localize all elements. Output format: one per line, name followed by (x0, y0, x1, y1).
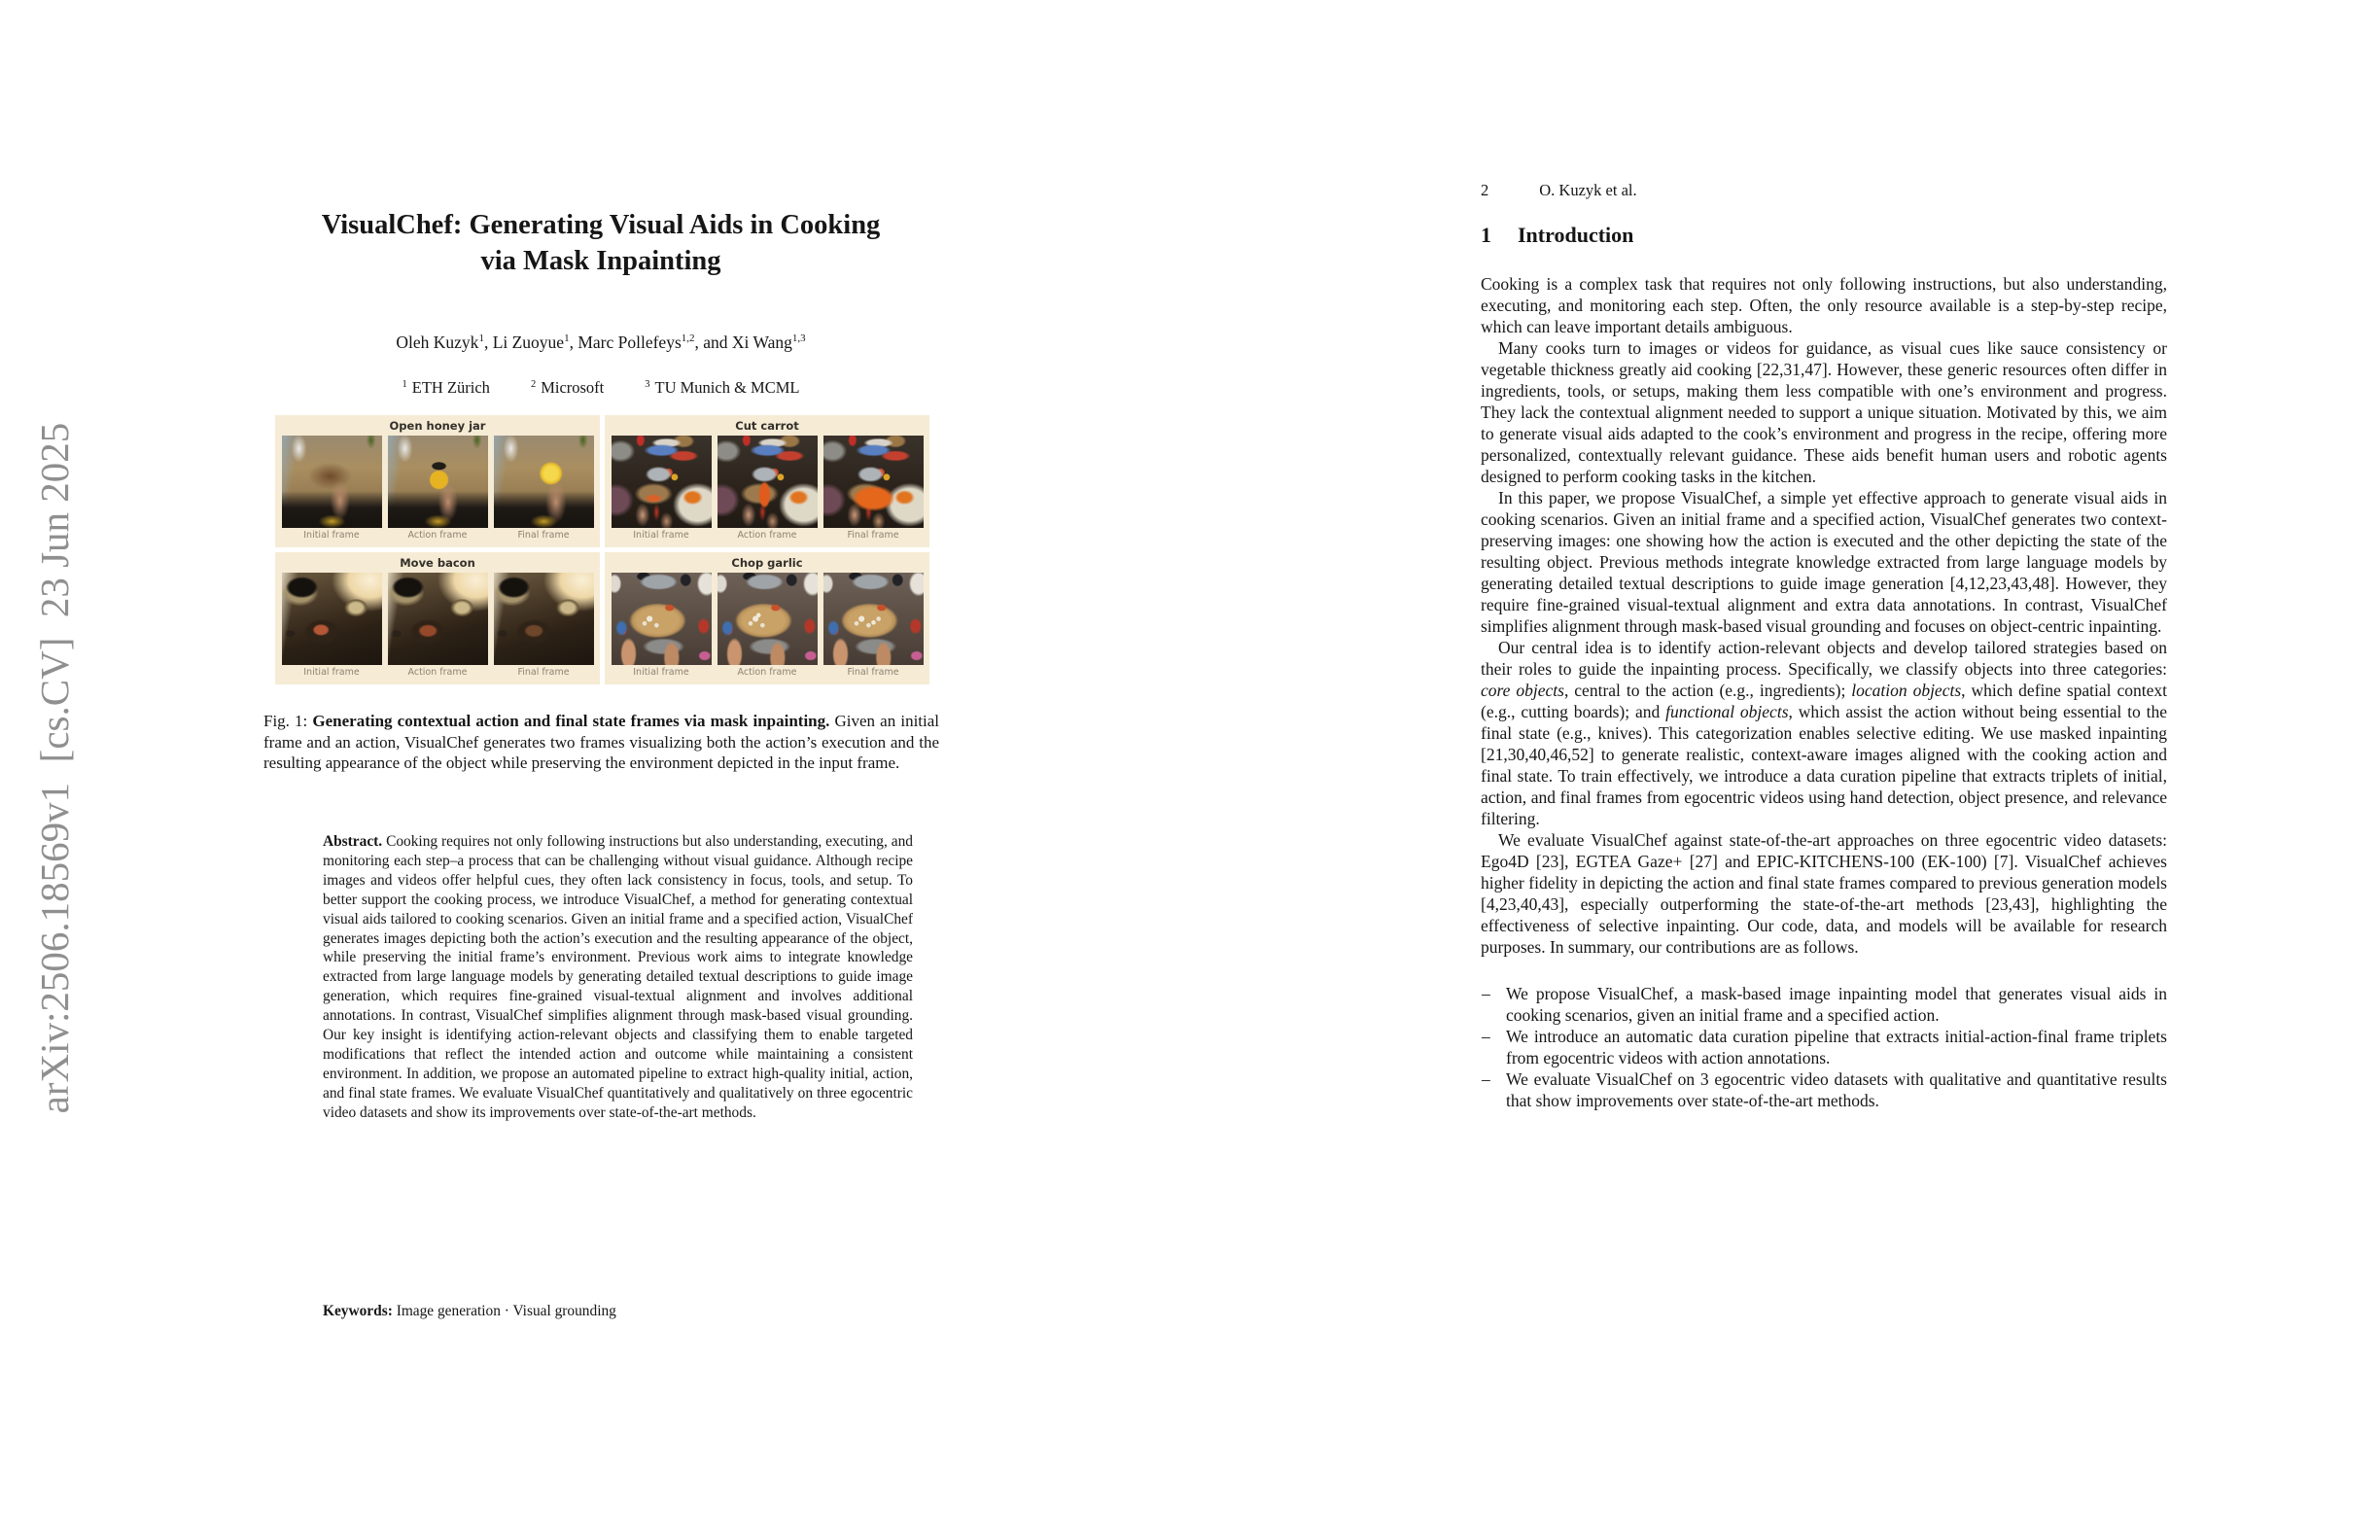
author-affil-sup: 1,2 (681, 332, 695, 345)
figure-1 (275, 415, 929, 684)
author-name: Oleh Kuzyk (396, 332, 479, 352)
figure-caption-text: Given an initial frame and an action, VisualChef generates two frames visualizing both the action’s execution and the resulting appearance of the object while preserving the environment depicted in the input frame. (263, 712, 940, 773)
term-core-objects: core objects (1481, 681, 1564, 700)
page-number: 2 (1481, 181, 1489, 199)
photo-final-frame (494, 573, 594, 665)
arxiv-watermark: arXiv:2506.18569v1 [cs.CV] 23 Jun 2025 (32, 422, 77, 1114)
photo-initial-frame (282, 573, 382, 665)
abstract-text: Cooking requires not only following instructions but also understanding, executing, and monitoring each step–a process that can be challenging without visual guidance. Although recipe images and videos offer helpful cues, they often lack consistency in focus, tools, and setup. To better support the cooking process, we introduce VisualChef, a method for generating contextual visual aids tailored to cooking scenarios. Given an initial frame and a specified action, VisualChef generates images depicting both the action’s execution and the resulting appearance of the object, while preserving the initial frame’s environment. Previous work aims to integrate knowledge extracted from large language models by generating detailed textual descriptions to guide image generation, which requires fine-grained visual-textual alignment and involves additional annotations. In contrast, VisualChef simplifies alignment through mask-based visual grounding. Our key insight is identifying action-relevant objects and classifying them to enable targeted modifications that reflect the intended action and outcome while maintaining a consistent environment. In addition, we propose an automated pipeline to extract high-quality initial, action, and final state frames. We evaluate VisualChef quantitatively and qualitatively on three egocentric video datasets and show its improvements over state-of-the-art methods. (323, 833, 913, 1121)
frame-label: Final frame (517, 667, 570, 678)
author-name: Li Zuoyue (492, 332, 565, 352)
running-header (1481, 181, 2167, 200)
abstract-label: Abstract. (323, 833, 383, 850)
author (578, 332, 732, 352)
author-separator: , (483, 332, 493, 352)
frame-label: Final frame (517, 530, 570, 541)
paragraph: We evaluate VisualChef against state-of-the-art approaches on three egocentric video datasets: Ego4D [23], EGTEA Gaze+ [27] and EPIC-KITCHENS-100 (EK-100) [7]. VisualChef achieves higher fidelity in depicting the action and final state frames compared to previous generation models [4,23,40,43], especially outperforming the state-of-the-art methods [23,43], highlighting the effectiveness of selective inpainting. Our code, data, and models will be available for research purposes. In summary, our contributions are as follows. (1481, 830, 2167, 957)
term-functional-objects: functional objects (1665, 702, 1789, 721)
affiliation: $^2$ Microsoft (530, 378, 605, 397)
frame-label: Initial frame (303, 530, 360, 541)
figure-panel-cut-carrot (605, 415, 929, 547)
photo-final-frame (823, 436, 924, 528)
affiliation: $^1$ ETH Zürich (402, 378, 490, 397)
paper-title (262, 207, 939, 279)
affiliation: $^3$ TU Munich & MCML (645, 378, 800, 397)
photo-initial-frame (612, 436, 712, 528)
frame-label: Final frame (847, 667, 899, 678)
author (732, 332, 806, 352)
figure-caption-label: Fig. 1: (263, 712, 308, 730)
frame-label: Action frame (407, 667, 468, 678)
keywords-text: Image generation · Visual grounding (396, 1303, 616, 1319)
panel-title: Chop garlic (731, 556, 803, 570)
list-item: – We evaluate VisualChef on 3 egocentric video datasets with qualitative and quantitative results that show improvements over state-of-the-art methods. (1482, 1069, 2167, 1110)
paper-title-line2: via Mask Inpainting (480, 246, 721, 276)
panel-title: Cut carrot (735, 419, 799, 433)
author-line (262, 332, 939, 353)
section-number: 1 (1481, 223, 1491, 247)
paragraph: Cooking is a complex task that requires not only following instructions, but also understanding, executing, and monitoring each step. Often, the only resource available is a step-by-step recipe, which can leave important details ambiguous. (1481, 274, 2167, 336)
figure-panel-move-bacon (275, 552, 600, 684)
frame-label: Action frame (407, 530, 468, 541)
section-title: Introduction (1518, 223, 1634, 247)
figure-caption (263, 711, 939, 774)
frame-label: Final frame (847, 530, 899, 541)
contribution-list (1481, 983, 2167, 1111)
photo-final-frame (823, 573, 924, 665)
term-location-objects: location objects (1851, 681, 1962, 700)
list-item: – We introduce an automatic data curation pipeline that extracts initial-action-final frame triplets from egocentric videos with action annotations. (1482, 1027, 2167, 1068)
paragraph: Many cooks turn to images or videos for guidance, as visual cues like sauce consistency or vegetable thickness greatly aid cooking [22,31,47]. However, these generic resources often differ in ingredients, tools, or setups, making them less compatible with one’s environment and progress. They lack the contextual alignment needed to support a unique situation. Motivated by this, we aim to generate visual aids adapted to the cook’s environment and progress in the recipe, offering more personalized, contextually relevant guidance. These aids benefit human users and robotic agents designed to perform cooking tasks in the kitchen. (1481, 338, 2167, 486)
affiliation-line (262, 378, 939, 398)
author-separator: , (569, 332, 578, 352)
figure-caption-bold: Generating contextual action and final state frames via mask inpainting. (312, 712, 830, 730)
author-affil-sup: 1,3 (791, 332, 806, 345)
photo-action-frame (718, 573, 818, 665)
paragraph: In this paper, we propose VisualChef, a simple yet effective approach to generate visual aids in cooking scenarios. Given an initial frame and a specified action, VisualChef generates two context-preserving images: one showing how the action is executed and the other depicting the state of the resulting object. Previous methods integrate knowledge extracted from large language models by generating detailed textual descriptions to guide image generation [4,12,23,43,48]. However, they require fine-grained visual-textual alignment and extra data annotations. In contrast, VisualChef simplifies alignment through mask-based visual grounding and focuses on object-centric inpainting. (1481, 488, 2167, 636)
author-affil-sup: 1 (564, 332, 570, 345)
frame-label: Action frame (737, 530, 797, 541)
figure-panel-chop-garlic (605, 552, 929, 684)
list-item: – We propose VisualChef, a mask-based image inpainting model that generates visual aids in cooking scenarios, given an initial frame and a specified action. (1482, 984, 2167, 1025)
photo-initial-frame (612, 573, 712, 665)
keywords (323, 1303, 913, 1320)
abstract (323, 832, 913, 1123)
bullet-dash: – (1482, 1069, 1490, 1089)
author (396, 332, 492, 352)
introduction-body (1481, 273, 2167, 1111)
panel-title: Move bacon (400, 556, 475, 570)
figure-panel-open-honey-jar (275, 415, 600, 547)
keywords-label: Keywords: (323, 1303, 393, 1319)
author-separator: , and (694, 332, 732, 352)
author-affil-sup: 1 (478, 332, 484, 345)
panel-title: Open honey jar (389, 419, 486, 433)
photo-initial-frame (282, 436, 382, 528)
paragraph: Our central idea is to identify action-relevant objects and develop tailored strategies based on their roles to guide the inpainting process. Specifically, we classify objects into three categories: core objects, central to the action (e.g., ingredients); location objects, which define spatial context (e.g., cutting boards); and functional objects, which assist the action without being essential to the final state (e.g., knives). This categorization enables selective editing. We use masked inpainting [21,30,40,46,52] to generate realistic, context-aware images aligned with the cooking action and final state. To train effectively, we introduce a data curation pipeline that extracts triplets of initial, action, and final frames from egocentric videos using hand detection, object presence, and relevance filtering. (1481, 638, 2167, 828)
author-name: Marc Pollefeys (578, 332, 682, 352)
frame-label: Initial frame (633, 667, 689, 678)
author-name: Xi Wang (731, 332, 792, 352)
paper-title-line1: VisualChef: Generating Visual Aids in Cooking (321, 210, 881, 240)
photo-action-frame (718, 436, 818, 528)
photo-action-frame (388, 573, 488, 665)
frame-label: Initial frame (303, 667, 360, 678)
bullet-dash: – (1482, 1027, 1490, 1046)
section-heading-introduction (1481, 223, 2167, 248)
photo-action-frame (388, 436, 488, 528)
frame-label: Initial frame (633, 530, 689, 541)
frame-label: Action frame (737, 667, 797, 678)
running-head-authors: O. Kuzyk et al. (1539, 181, 1637, 199)
photo-final-frame (494, 436, 594, 528)
author (493, 332, 578, 352)
bullet-dash: – (1482, 984, 1490, 1003)
